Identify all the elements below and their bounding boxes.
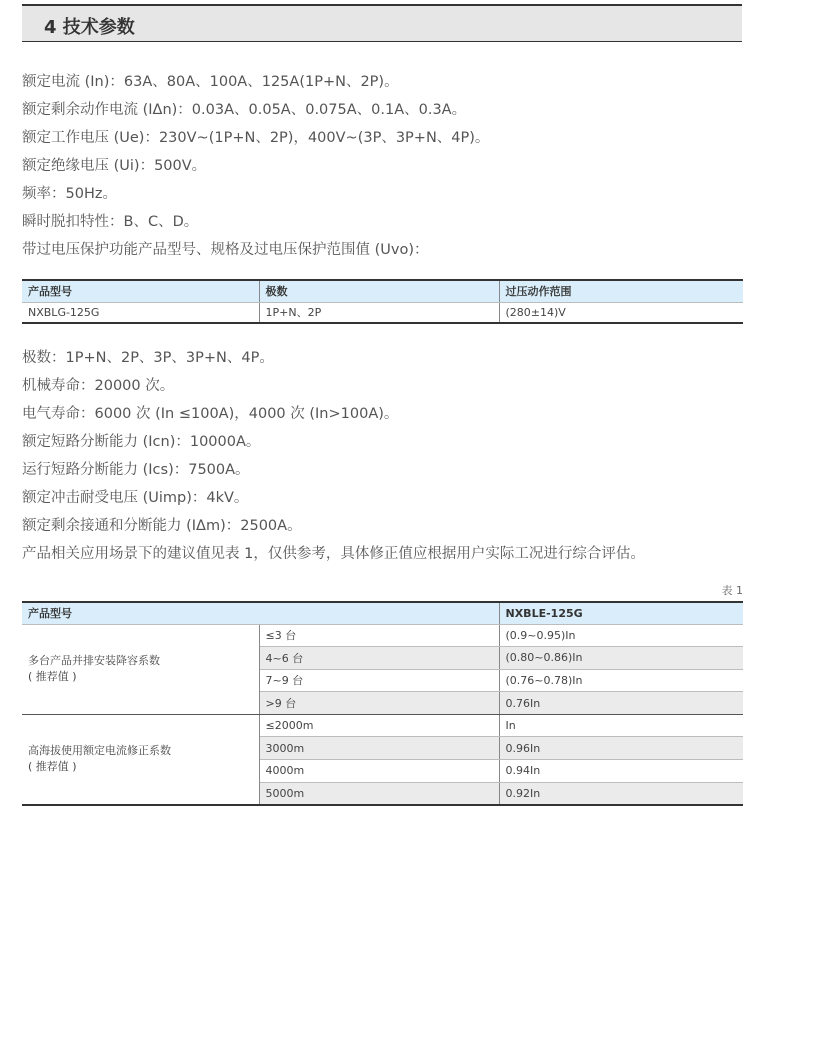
spec-frequency: 频率：50Hz。 bbox=[22, 186, 117, 202]
table-cell: 4~6 台 bbox=[259, 647, 499, 670]
overvoltage-table bbox=[22, 279, 743, 324]
spec-mechanical-life: 机械寿命：20000 次。 bbox=[22, 378, 175, 394]
group-cell bbox=[22, 624, 259, 714]
table-cell: 0.76In bbox=[499, 692, 743, 715]
table-cell: 1P+N、2P bbox=[259, 302, 499, 323]
table-cell: 4000m bbox=[259, 760, 499, 783]
table-cell: (0.80~0.86)In bbox=[499, 647, 743, 670]
section-title: 4 技术参数 bbox=[44, 17, 135, 38]
group-note: ( 推荐值 ) bbox=[28, 670, 77, 684]
table-cell: ≤2000m bbox=[259, 714, 499, 737]
group-name: 多台产品并排安装降容系数 bbox=[28, 654, 160, 668]
table-cell: (0.76~0.78)In bbox=[499, 669, 743, 692]
table-header-row bbox=[22, 280, 743, 302]
spec-electrical-life: 电气寿命：6000 次 (In ≤100A)，4000 次 (In>100A)。 bbox=[22, 406, 399, 422]
table-cell: 5000m bbox=[259, 782, 499, 805]
group-name: 高海拔使用额定电流修正系数 bbox=[28, 744, 171, 758]
spec-rated-current: 额定电流 (In)：63A、80A、100A、125A(1P+N、2P)。 bbox=[22, 74, 399, 90]
table-cell: >9 台 bbox=[259, 692, 499, 715]
table-row bbox=[22, 624, 743, 647]
derating-table bbox=[22, 601, 743, 806]
table-cell: (0.9~0.95)In bbox=[499, 624, 743, 647]
section-header bbox=[22, 4, 742, 42]
spec-uimp: 额定冲击耐受电压 (Uimp)：4kV。 bbox=[22, 490, 249, 506]
spec-ics: 运行短路分断能力 (Ics)：7500A。 bbox=[22, 462, 250, 478]
spec-poles: 极数：1P+N、2P、3P、3P+N、4P。 bbox=[22, 350, 274, 366]
spec-idm: 额定剩余接通和分断能力 (IΔm)：2500A。 bbox=[22, 518, 302, 534]
table-row bbox=[22, 714, 743, 737]
table-cell: 3000m bbox=[259, 737, 499, 760]
table-cell: NXBLG-125G bbox=[22, 302, 259, 323]
table-cell: (280±14)V bbox=[505, 305, 566, 319]
table-header-cell: 过压动作范围 bbox=[499, 280, 743, 302]
spec-residual-current: 额定剩余动作电流 (IΔn)：0.03A、0.05A、0.075A、0.1A、0.3A。 bbox=[22, 102, 467, 118]
table-cell: 7~9 台 bbox=[259, 669, 499, 692]
table-header-cell: NXBLE-125G bbox=[499, 602, 743, 624]
table-header-row bbox=[22, 602, 743, 624]
table-header-cell: 产品型号 bbox=[22, 280, 259, 302]
table-row bbox=[22, 302, 743, 323]
table-cell: 0.92In bbox=[499, 782, 743, 805]
table-cell: In bbox=[499, 714, 743, 737]
group-note: ( 推荐值 ) bbox=[28, 760, 77, 774]
table-cell: 0.96In bbox=[499, 737, 743, 760]
spec-icn: 额定短路分断能力 (Icn)：10000A。 bbox=[22, 434, 261, 450]
table-cell: 0.94In bbox=[499, 760, 743, 783]
table-cell: ≤3 台 bbox=[259, 624, 499, 647]
table-header-cell: 极数 bbox=[259, 280, 499, 302]
spec-trip-characteristic: 瞬时脱扣特性：B、C、D。 bbox=[22, 214, 199, 230]
spec-overvoltage-intro: 带过电压保护功能产品型号、规格及过电压保护范围值 (Uvo)： bbox=[22, 242, 429, 258]
table-caption: 表 1 bbox=[721, 584, 743, 597]
spec-insulation-voltage: 额定绝缘电压 (Ui)：500V。 bbox=[22, 158, 207, 174]
table-header-cell: 产品型号 bbox=[22, 602, 499, 624]
spec-table-reference: 产品相关应用场景下的建议值见表 1，仅供参考，具体修正值应根据用户实际工况进行综合评估。 bbox=[22, 546, 645, 562]
spec-operating-voltage: 额定工作电压 (Ue)：230V~(1P+N、2P)，400V~(3P、3P+N、4P)。 bbox=[22, 130, 490, 146]
group-cell bbox=[22, 714, 259, 804]
